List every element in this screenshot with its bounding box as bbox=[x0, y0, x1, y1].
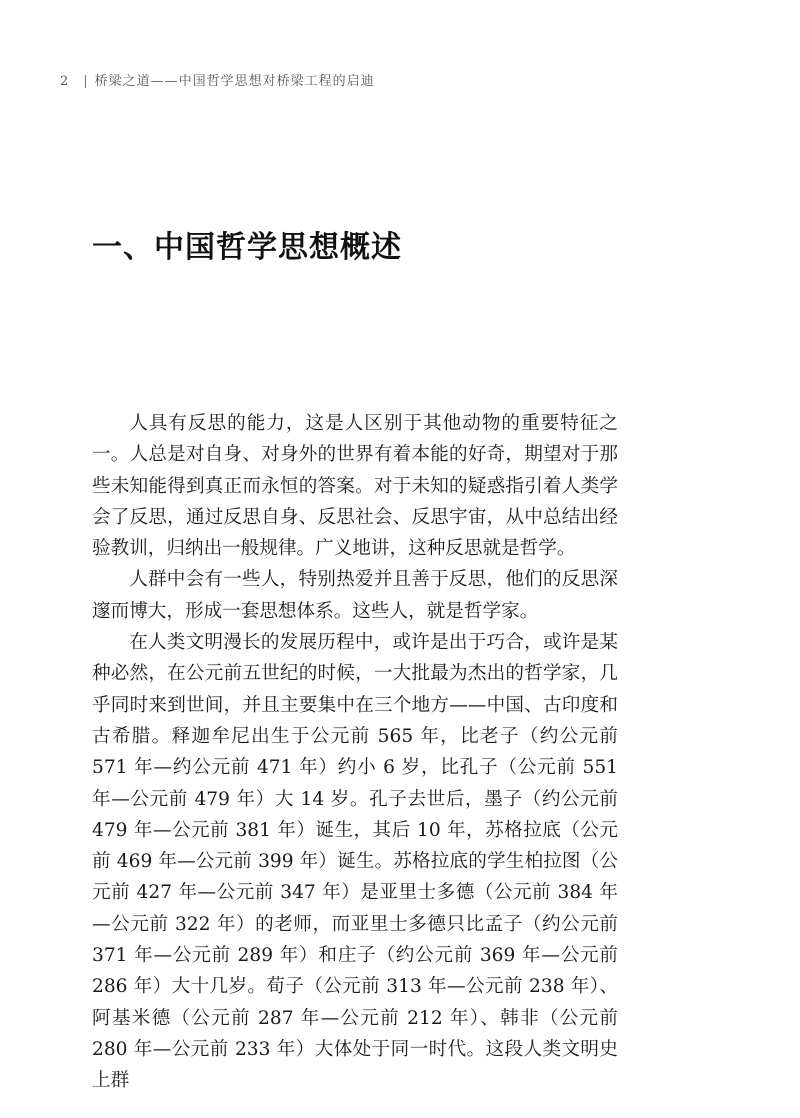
paragraph: 人群中会有一些人，特别热爱并且善于反思，他们的反思深邃而博大，形成一套思想体系。这些人，就是哲学家。 bbox=[92, 569, 618, 622]
chapter-title: 一、中国哲学思想概述 bbox=[92, 230, 402, 265]
header-separator: | bbox=[83, 74, 89, 89]
book-title: 桥梁之道——中国哲学思想对桥梁工程的启迪 bbox=[94, 74, 375, 89]
paragraph: 在人类文明漫长的发展历程中，或许是出于巧合，或许是某种必然，在公元前五世纪的时候，一大批最为杰出的哲学家，几乎同时来到世间，并且主要集中在三个地方——中国、古印度和古希腊。释迦牟尼出生于公元前 565 年，比老子（约公元前 571 年—约公元前 471 年）约小 6 岁，比孔子（公元前 551 年—公元前 479 年）大 14 岁。孔子去世后，墨子（约公元前 479 年—公元前 381 年）诞生，其后 10 年，苏格拉底（公元前 469 年—公元前 399 年）诞生。苏格拉底的学生柏拉图（公元前 427 年—公元前 347 年）是亚里士多德（公元前 384 年—公元前 322 年）的老师，而亚里士多德只比孟子（约公元前 371 年—公元前 289 年）和庄子（约公元前 369 年—公元前 286 年）大十几岁。荀子（公元前 313 年—公元前 238 年）、阿基米德（公元前 287 年—公元前 212 年）、韩非（公元前 280 年—公元前 233 年）大体处于同一时代。这段人类文明史上群 bbox=[92, 632, 618, 1092]
page-number: 2 bbox=[60, 74, 70, 89]
paragraph: 人具有反思的能力，这是人区别于其他动物的重要特征之一。人总是对自身、对身外的世界有着本能的好奇，期望对于那些未知能得到真正而永恒的答案。对于未知的疑惑指引着人类学会了反思，通过反思自身、反思社会、反思宇宙，从中总结出经验教训，归纳出一般规律。广义地讲，这种反思就是哲学。 bbox=[92, 413, 618, 560]
body-text bbox=[92, 408, 618, 1097]
running-header bbox=[60, 70, 375, 89]
